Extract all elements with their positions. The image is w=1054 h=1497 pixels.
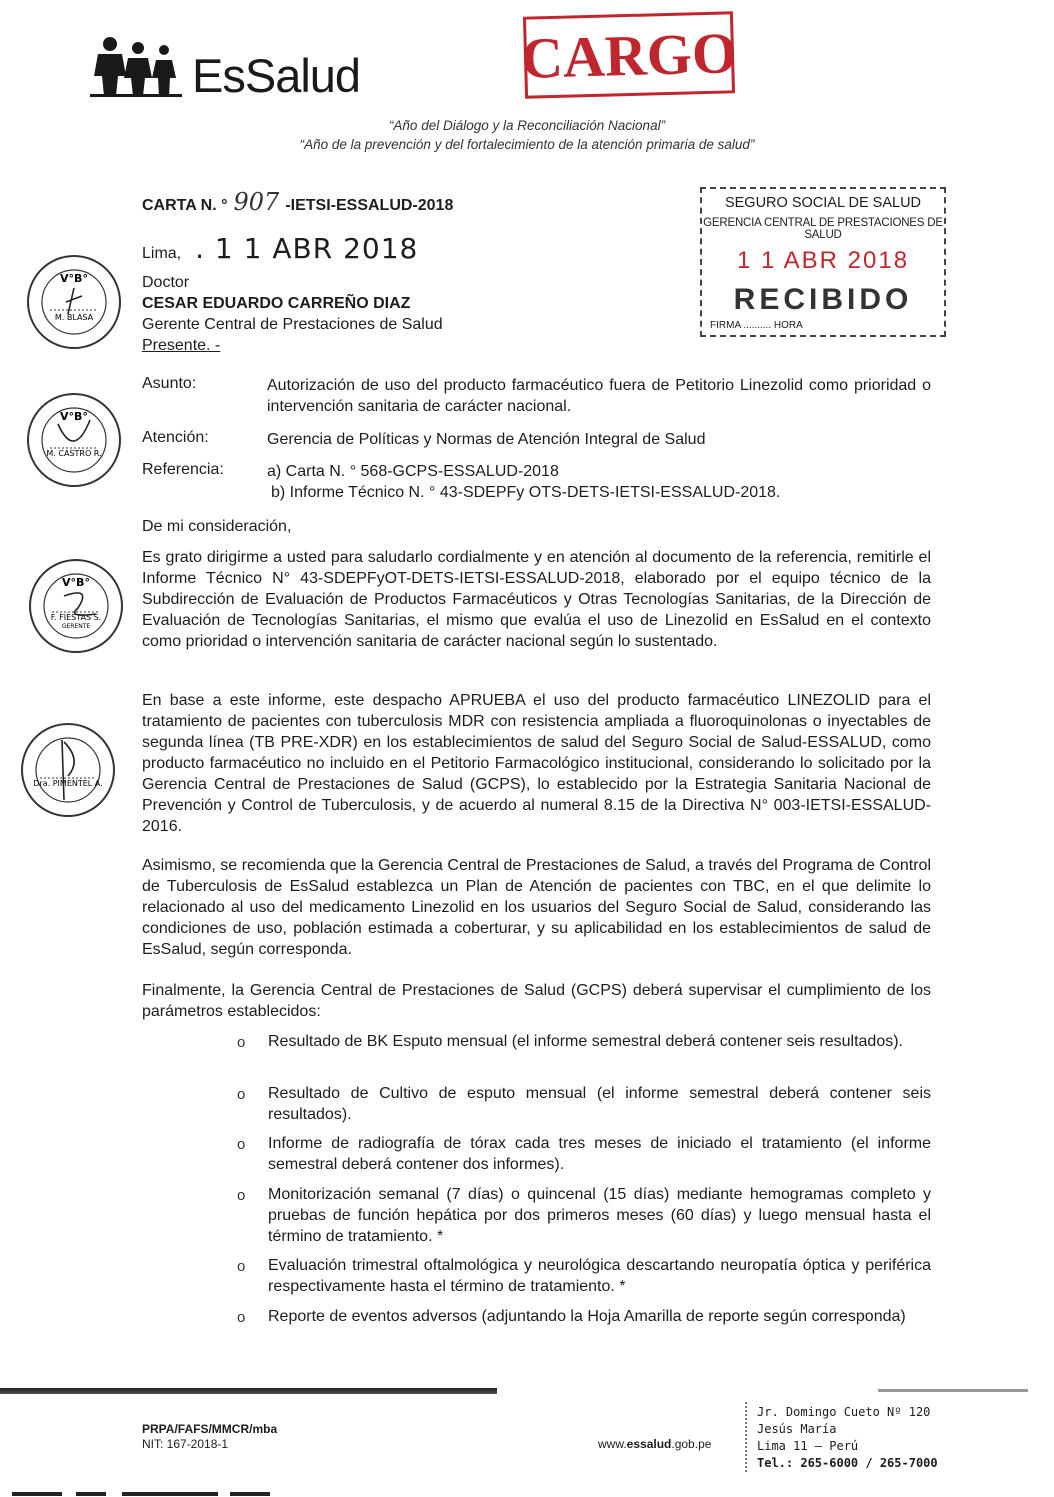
paragraph-2: En base a este informe, este despacho APRUEBA el uso del producto farmacéutico LINEZOLID para el tratamiento de pacientes con tuberculosis MDR con resistencia ampliada a fluoroquinolonas o inyectables de segunda línea (TB PRE-XDR) en los establecimientos de salud del Seguro Social de Salud-ESSALUD, como producto farmacéutico no incluido en el Petitorio Farmacológico institucional, considerando lo solicitado por la Gerencia Central de Prestaciones de Salud (GCPS), lo establecido por la Estrategia Sanitaria Nacional de Prevención y Control de Tuberculosis, y de acuerdo al numeral 8.15 de la Directiva N° 003-IETSI-ESSALUD-2016. xyxy=(142,692,931,835)
cargo-stamp: CARGO xyxy=(523,11,735,98)
bullet-item-1: Resultado de BK Esputo mensual (el informe semestral deberá contener seis resultados). xyxy=(268,1033,903,1050)
essalud-logo-text: EsSalud xyxy=(192,49,361,102)
referencia-b: b) Informe Técnico N. ° 43-SDEPFy OTS-DETS-IETSI-ESSALUD-2018. xyxy=(271,484,781,501)
paragraph-1: Es grato dirigirme a usted para saludarlo cordialmente y en atención al documento de la referencia, remitirle el Informe Técnico N° 43-SDEPFyOT-DETS-IETSI-ESSALUD-2018, elaborado por el equipo técnico de la Subdirección de Evaluación de Productos Farmacéuticos y Otras Tecnologías Sanitarias, de la Dirección de Evaluación de Tecnologías Sanitarias, el mismo que evalúa el uso de Linezolid en EsSalud en el contexto como prioridad o intervención sanitaria de carácter nacional según lo sustentado. xyxy=(142,549,931,650)
reception-stamp-line1: SEGURO SOCIAL DE SALUD xyxy=(724,195,922,211)
essalud-logo-figures-icon xyxy=(90,36,186,98)
reception-stamp-date: 1 1 ABR 2018 xyxy=(736,247,910,274)
atencion-value: Gerencia de Políticas y Normas de Atención Integral de Salud xyxy=(267,431,706,448)
address-line-1: Jr. Domingo Cueto Nº 120 xyxy=(757,1405,931,1419)
greeting: De mi consideración, xyxy=(142,518,292,535)
tel-label: Tel.: xyxy=(757,1456,794,1470)
vb-seal-3-name: F. FIESTAS S. xyxy=(50,613,102,622)
recipient-block xyxy=(142,272,443,356)
reception-stamp-line2: GERENCIA CENTRAL DE PRESTACIONES DE SALUD xyxy=(703,217,943,241)
bullet-marker-3: o xyxy=(237,1136,246,1153)
bullet-marker-6: o xyxy=(237,1309,246,1326)
paragraph-3: Asimismo, se recomienda que la Gerencia Central de Prestaciones de Salud, a través del Programa de Control de Tuberculosis de EsSalud establezca un Plan de Atención de pacientes con TBC, en el que delimite lo relacionado al uso del medicamento Linezolid en los usuarios del Seguro Social de Salud, considerando las condiciones de uso, población estimada a coberturar, y su aplicabilidad en los establecimientos de salud de EsSalud, según corresponda. xyxy=(142,857,931,958)
footer-rule-left xyxy=(0,1388,497,1394)
bullet-marker-2: o xyxy=(237,1086,246,1103)
bullet-item-6: Reporte de eventos adversos (adjuntando la Hoja Amarilla de reporte según corresponda) xyxy=(268,1308,906,1325)
tel-value: 265-6000 / 265-7000 xyxy=(800,1456,938,1470)
footer-address xyxy=(757,1404,938,1472)
atencion-label: Atención: xyxy=(142,429,209,446)
referencia-a: a) Carta N. ° 568-GCPS-ESSALUD-2018 xyxy=(267,463,559,480)
carta-suffix: -IETSI-ESSALUD-2018 xyxy=(285,197,454,214)
asunto-value: Autorización de uso del producto farmacéutico fuera de Petitorio Linezolid como prioridad o intervención sanitaria de carácter nacional. xyxy=(267,377,931,415)
bullet-marker-5: o xyxy=(237,1258,246,1275)
referencia-label: Referencia: xyxy=(142,461,224,478)
web-suffix: .gob.pe xyxy=(671,1437,712,1451)
paragraph-4: Finalmente, la Gerencia Central de Prestaciones de Salud (GCPS) deberá supervisar el cumplimiento de los parámetros establecidos: xyxy=(142,982,931,1020)
page-edge-marks xyxy=(0,1490,1054,1497)
vb-seal-1-label: V°B° xyxy=(60,272,88,285)
recipient-name: CESAR EDUARDO CARREÑO DIAZ xyxy=(142,295,411,312)
footer-website[interactable] xyxy=(598,1437,711,1451)
vb-seal-3 xyxy=(26,556,126,656)
web-bold: essalud xyxy=(626,1437,672,1451)
bullet-item-4: Monitorización semanal (7 días) o quincenal (15 días) mediante hemogramas completo y pruebas de función hepática por dos primeros meses (60 días) y luego mensual hasta el término de tratamiento. * xyxy=(268,1186,931,1245)
letter-date-stamp: . 1 1 ABR 2018 xyxy=(195,232,419,265)
bullet-marker-1: o xyxy=(237,1034,246,1051)
bullet-item-5: Evaluación trimestral oftalmológica y neurológica descartando neuropatía óptica y periférica respectivamente hasta el término de tratamiento. * xyxy=(268,1257,931,1295)
address-line-2: Jesús María xyxy=(757,1422,837,1436)
hora-label: HORA xyxy=(773,320,803,331)
presente-text: Presente. - xyxy=(142,337,221,354)
carta-prefix: CARTA N. ° xyxy=(142,197,228,214)
motto-line-1: “Año del Diálogo y la Reconciliación Nacional” xyxy=(388,118,666,133)
vb-seal-3-role: GERENTE xyxy=(61,623,91,630)
bullet-item-3: Informe de radiografía de tórax cada tres meses de iniciado el tratamiento (el informe semestral deberá contener dos informes). xyxy=(268,1135,931,1173)
reception-stamp xyxy=(700,187,946,337)
footer-initials: PRPA/FAFS/MMCR/mba xyxy=(142,1422,278,1436)
reception-stamp-firma xyxy=(710,320,803,331)
vb-seal-1-name: M. BLASA xyxy=(54,313,94,322)
footer-initials-block xyxy=(142,1422,277,1452)
vb-seal-4 xyxy=(18,720,118,820)
letter-number xyxy=(142,188,453,216)
footer-divider xyxy=(745,1402,747,1472)
asunto-label: Asunto: xyxy=(142,375,197,392)
motto-line-2: “Año de la prevención y del fortalecimiento de la atención primaria de salud” xyxy=(299,137,755,152)
vb-seal-2-label: V°B° xyxy=(60,410,88,423)
recipient-role: Gerente Central de Prestaciones de Salud xyxy=(142,316,443,333)
vb-seal-2 xyxy=(24,390,124,490)
carta-number-handwritten: 907 xyxy=(233,188,280,216)
vb-seal-1 xyxy=(24,252,124,352)
footer-rule-right xyxy=(878,1389,1028,1392)
letter-date-line xyxy=(142,232,418,265)
vb-seal-3-label: V°B° xyxy=(62,576,90,589)
footer-nit: NIT: 167-2018-1 xyxy=(142,1437,229,1451)
reception-stamp-received: RECIBIDO xyxy=(733,283,913,316)
bullet-item-2: Resultado de Cultivo de esputo mensual (el informe semestral deberá contener seis resultados). xyxy=(268,1085,931,1123)
vb-seal-2-name: M. CASTRO R. xyxy=(46,449,102,458)
letter-place: Lima, xyxy=(142,245,182,262)
address-line-3: Lima 11 – Perú xyxy=(757,1439,859,1453)
firma-label: FIRMA .......... xyxy=(710,320,772,331)
bullet-marker-4: o xyxy=(237,1187,246,1204)
web-prefix: www. xyxy=(598,1437,627,1451)
vb-seal-4-name: Dra. PIMENTEL A. xyxy=(33,779,103,788)
salutation-title: Doctor xyxy=(142,274,190,291)
